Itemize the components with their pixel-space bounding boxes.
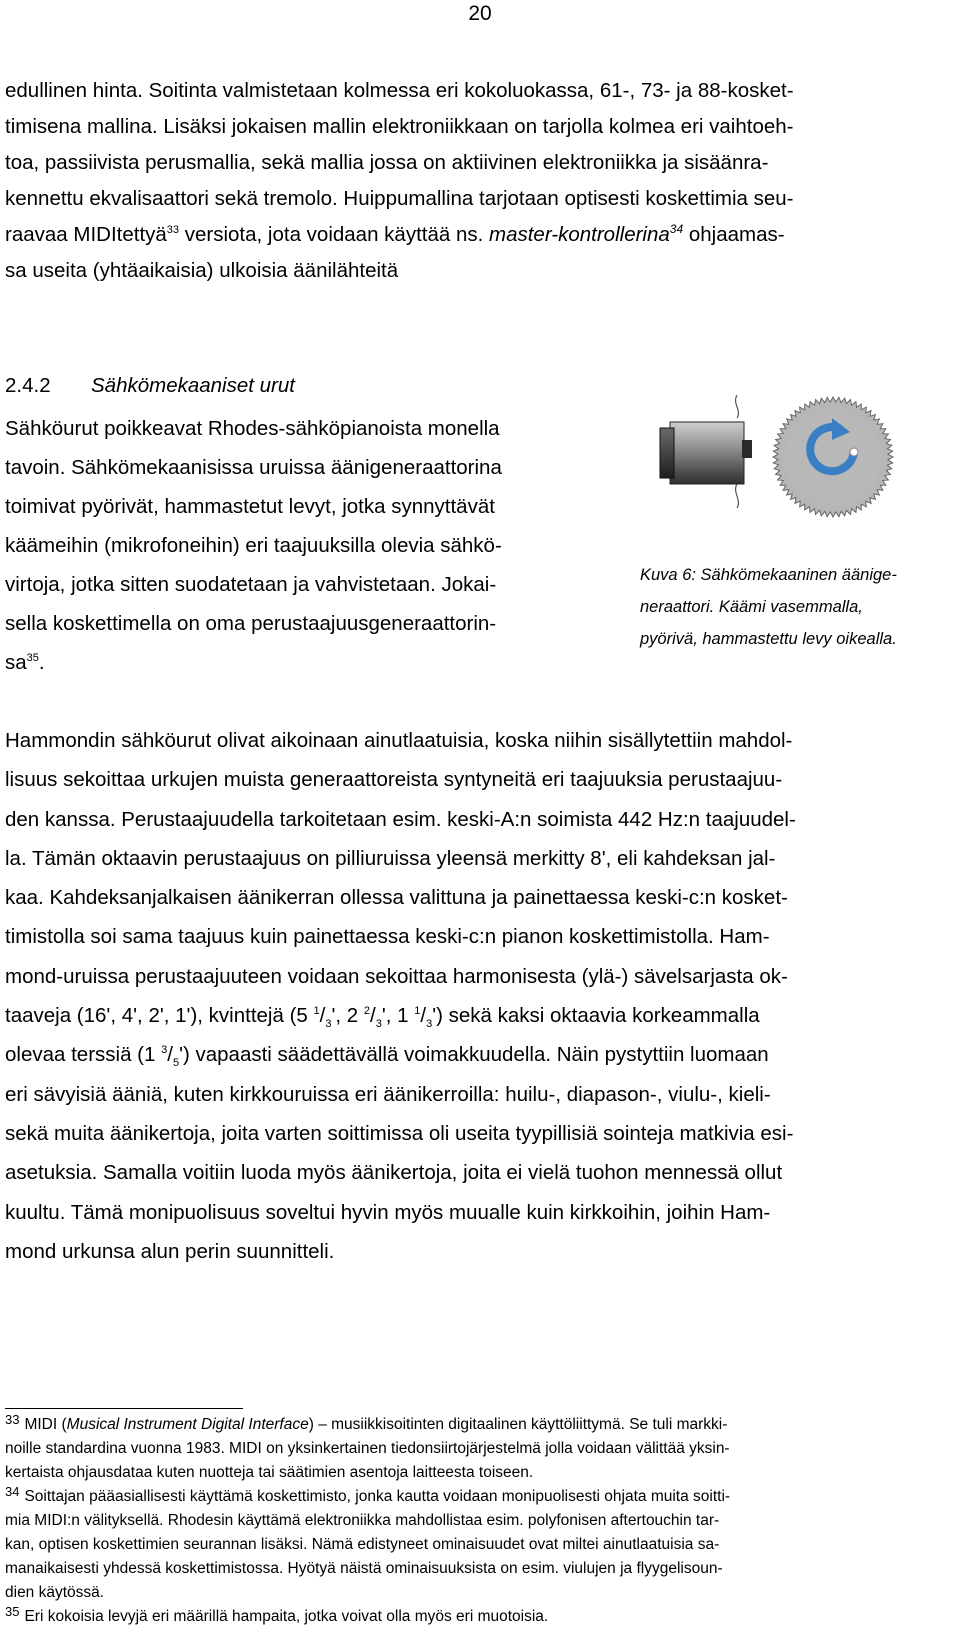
paragraph-generators [5,409,502,682]
footnote-line: dien käytössä. [5,1584,105,1601]
section-title: Sähkömekaaniset urut [91,374,295,397]
text-line: tavoin. Sähkömekaanisissa uruissa äänigeneraattorina [5,456,502,479]
text-span: olevaa terssiä (1 [5,1043,162,1067]
footnote-ref-35[interactable]: 35 [26,652,39,665]
page-number: 20 [468,2,492,25]
text-span: taaveja (16', 4', 2', 1'), kvinttejä (5 [5,1004,314,1028]
text-span: . [38,651,45,674]
caption-line: Kuva 6: Sähkömekaaninen äänige- [640,566,897,584]
fraction-slash: / [319,1004,326,1028]
tonewheel-illustration [636,392,936,528]
text-line: kennettu ekvalisaattori sekä tremolo. Huippumallina tarjotaan optisesti koskettimia seu- [5,187,794,210]
tonewheel-figure [636,392,936,528]
text-line: den kanssa. Perustaajuudella tarkoitetaan esim. keski-A:n soimista 442 Hz:n taajuudel- [5,807,796,831]
figure-caption [640,559,897,655]
italic-term: master-kontrollerina [489,223,670,246]
axle-hole [850,448,858,456]
footnote-34 [5,1485,730,1605]
coil-body [670,422,744,484]
text-line: kaa. Kahdeksanjalkaisen äänikerran ollessa valittuna ja painettaessa keski-c:n kosket- [5,886,788,910]
text-span: MIDI ( [24,1416,67,1433]
footnote-line [5,1605,730,1629]
text-line [5,643,502,682]
footnote-line [5,1485,730,1509]
footnote-line: mia MIDI:n välityksellä. Rhodesin käyttämä elektroniikka mahdollistaa esim. polyfonisen aftertouchin tar- [5,1512,720,1529]
footnote-divider [5,1408,243,1409]
text-span: ') vapaasti säädettävällä voimakkuudella. Näin pystyttiin luomaan [179,1043,769,1067]
caption-line: neraattori. Käämi vasemmalla, [640,598,863,616]
footnote-line: manaikaisesti yhdessä koskettimistossa. Hyötyä näistä ominaisuuksista on esim. viulujen ja flyygelisoun- [5,1560,723,1577]
text-line: asetuksia. Samalla voitiin luoda myös äänikertoja, joita ei vielä tuohon mennessä ollut [5,1161,783,1185]
section-heading [5,371,295,401]
footnote-line: noille standardina vuonna 1983. MIDI on yksinkertainen tiedonsiirtojärjestelmä jolla voidaan välittää yksin- [5,1440,730,1457]
footnote-35 [5,1605,730,1629]
footnote-number: 33 [5,1412,20,1427]
text-span: Soittajan pääasiallisesti käyttämä koskettimisto, jonka kautta voidaan monipuolisesti ohjata muita soitti- [24,1488,731,1505]
fraction-numerator: 1 [313,1005,320,1018]
text-line: sekä muita äänikertoja, joita varten soittimissa oli useita tyypillisiä sointeja matkivia esi- [5,1121,794,1145]
fraction-slash: / [370,1004,376,1028]
text-line: mond-uruissa perustaajuuteen voidaan sekoittaa harmonisesta (ylä-) sävelsarjasta ok- [5,964,788,988]
text-span: Eri kokoisia levyjä eri määrillä hampaita, jotka voivat olla myös eri muotoisia. [24,1608,549,1625]
text-line: la. Tämän oktaavin perustaajuus on pilliuruissa yleensä merkitty 8', eli kahdeksan jal- [5,846,776,870]
wire-top [736,395,739,418]
text-line: timistolla soi sama taajuus kuin painettaessa keski-c:n pianon koskettimistolla. Ham- [5,925,770,949]
text-line: mond urkunsa alun perin suunnitteli. [5,1239,335,1263]
text-line-fractions [5,996,796,1035]
footnote-ref-34[interactable]: 34 [669,222,684,237]
fraction-denominator: 5 [172,1057,180,1070]
text-span: ohjaamas- [683,223,785,246]
footnote-number: 35 [5,1604,20,1619]
wire-bottom [736,484,739,508]
paragraph-intro [5,73,794,289]
fraction-slash: / [167,1043,173,1067]
text-line: käämeihin (mikrofoneihin) eri taajuuksilla olevia sähkö- [5,534,502,557]
footnotes [5,1413,730,1629]
footnote-33 [5,1413,730,1485]
text-line-fractions [5,1035,796,1074]
text-span: raavaa MIDItettyä [5,223,167,246]
text-span: ') sekä kaksi oktaavia korkeammalla [432,1004,760,1028]
section-number: 2.4.2 [5,374,51,397]
text-line: kuultu. Tämä monipuolisuus soveltui hyvin myös muualle kuin kirkkoihin, joihin Ham- [5,1200,771,1224]
paragraph-hammond [5,721,796,1271]
fraction-numerator: 3 [161,1044,168,1057]
text-line: virtoja, jotka sitten suodatetaan ja vahvistetaan. Jokai- [5,573,497,596]
text-line: toimivat pyörivät, hammastetut levyt, jotka synnyttävät [5,495,495,518]
coil-end-cap [660,428,674,478]
fraction-denominator: 3 [375,1018,382,1031]
footnote-number: 34 [5,1484,20,1499]
text-line: toa, passiivista perusmallia, sekä mallia jossa on aktiivinen elektroniikka ja sisäänra- [5,151,769,174]
coil-pole-piece [742,440,752,458]
text-line: sella koskettimella on oma perustaajuusgeneraattorin- [5,612,497,635]
text-span: ', 1 [381,1004,415,1028]
text-span: versiota, jota voidaan käyttää ns. [179,223,489,246]
text-line: lisuus sekoittaa urkujen muista generaattoreista syntyneitä eri taajuuksia perustaajuu- [5,768,783,792]
fraction-denominator: 3 [426,1018,433,1031]
footnote-ref-33[interactable]: 33 [166,224,180,237]
footnote-line: kan, optisen koskettimien seurannan lisäksi. Nämä edistyneet ominaisuudet ovat miltei ainutlaatuisia sa- [5,1536,720,1553]
text-line: Sähköurut poikkeavat Rhodes-sähköpianoista monella [5,417,500,440]
text-span: sa [5,651,27,674]
text-line: sa useita (yhtäaikaisia) ulkoisia äänilähteitä [5,259,399,282]
caption-line: pyörivä, hammastettu levy oikealla. [640,630,897,648]
fraction-numerator: 2 [363,1005,370,1018]
text-line: timisena mallina. Lisäksi jokaisen mallin elektroniikkaan on tarjolla kolmea eri vaihtoeh- [5,115,794,138]
text-line: eri sävyisiä ääniä, kuten kirkkouruissa eri äänikerroilla: huilu-, diapason-, viulu-, kieli- [5,1082,771,1106]
text-line: edullinen hinta. Soitinta valmistetaan kolmessa eri kokoluokassa, 61-, 73- ja 88-kosket- [5,79,794,102]
fraction-denominator: 3 [325,1018,332,1031]
fraction-slash: / [420,1004,427,1028]
text-line: Hammondin sähköurut olivat aikoinaan ainutlaatuisia, koska niihin sisällytettiin mahdol- [5,729,793,752]
italic-term: Musical Instrument Digital Interface [66,1416,309,1433]
fraction-numerator: 1 [414,1005,421,1018]
text-span: ', 2 [331,1004,364,1028]
text-line [5,217,794,253]
text-span: ) – musiikkisoitinten digitaalinen käyttöliittymä. Se tuli markki- [308,1416,728,1433]
footnote-line [5,1413,730,1437]
footnote-line: kertaista ohjausdataa kuten nuotteja tai säätimien asentoja laitteesta toiseen. [5,1464,534,1481]
